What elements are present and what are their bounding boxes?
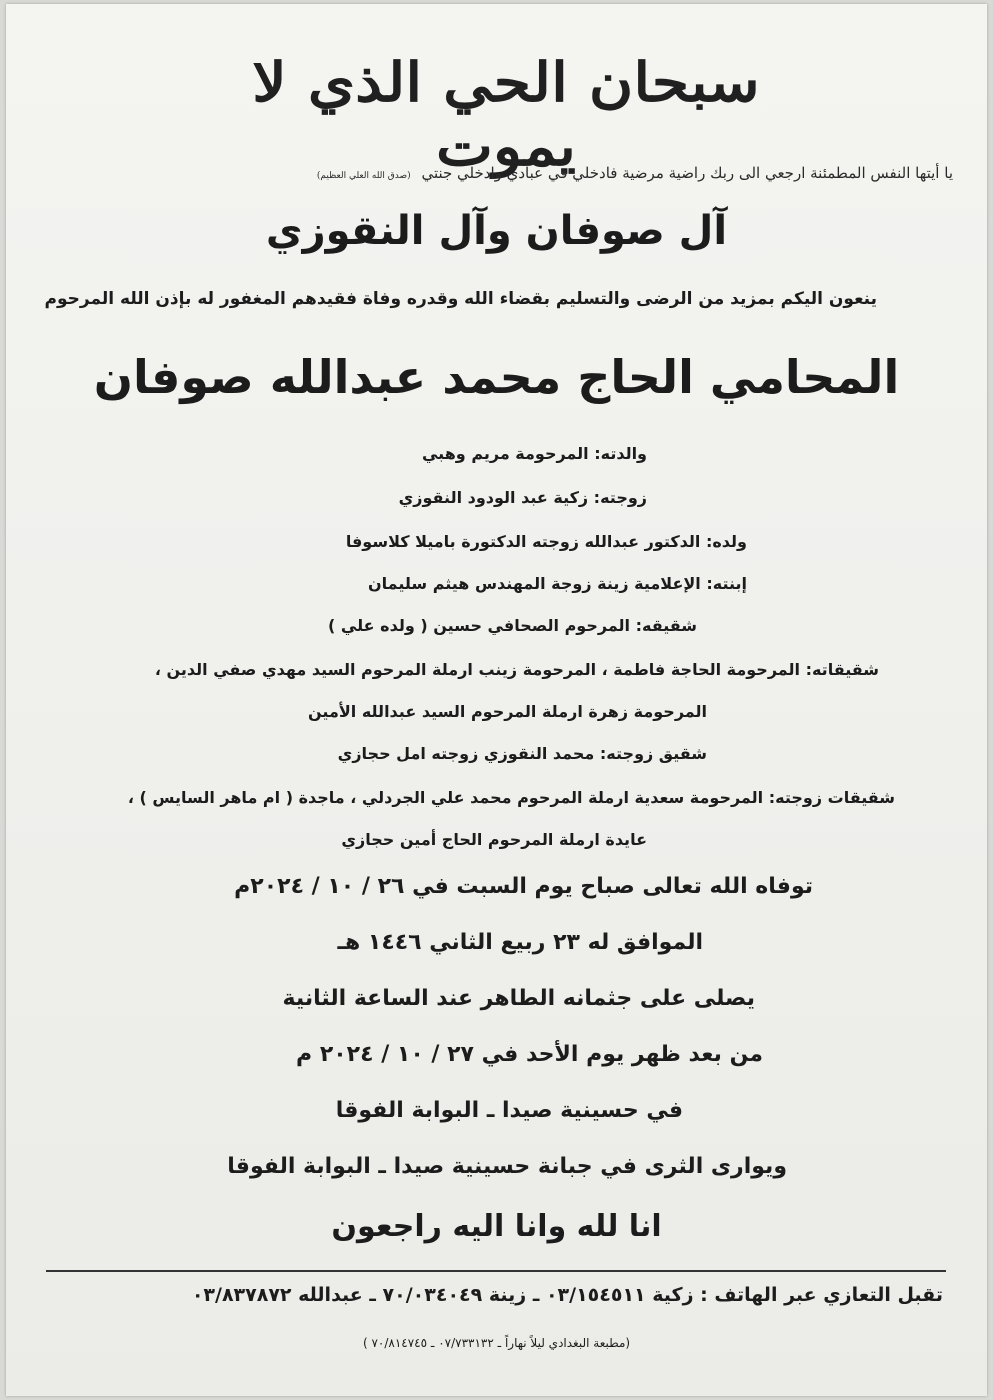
relative-mother: والدته: المرحومة مريم وهبي <box>421 444 647 463</box>
prayer-location: في حسينية صيدا ـ البوابة الفوقا <box>335 1098 683 1123</box>
announcement-text: ينعون اليكم بمزيد من الرضى والتسليم بقضاء الله وقدره وفاة فقيدهم المغفور له بإذن الله المرحوم <box>44 289 877 309</box>
relative-wife-sisters-continued: عايدة ارملة المرحوم الحاج أمين حجازي <box>341 830 647 849</box>
deceased-name: المحامي الحاج محمد عبدالله صوفان <box>93 350 900 404</box>
relative-son: ولده: الدكتور عبدالله زوجته الدكتورة باميلا كلاسوفا <box>345 532 747 551</box>
quran-verse <box>317 164 953 182</box>
relative-wife-brother: شقيق زوجته: محمد النقوزي زوجته امل حجازي <box>337 744 707 763</box>
death-date: توفاه الله تعالى صباح يوم السبت في ٢٦ / ١٠ / ٢٠٢٤م <box>234 874 813 899</box>
calligraphy-text: سبحان الحي الذي لا يموت <box>252 50 760 178</box>
footer-divider <box>46 1270 946 1272</box>
prayer-time: يصلى على جثمانه الطاهر عند الساعة الثانية <box>282 986 755 1011</box>
families-title: آل صوفان وآل النقوزي <box>265 208 728 254</box>
prayer-date: من بعد ظهر يوم الأحد في ٢٧ / ١٠ / ٢٠٢٤ م <box>296 1042 763 1067</box>
relative-daughter: إبنته: الإعلامية زينة زوجة المهندس هيثم سليمان <box>367 574 747 593</box>
relative-wife-sisters: شقيقات زوجته: المرحومة سعدية ارملة المرحوم محمد علي الجردلي ، ماجدة ( ام ماهر السايس ) ، <box>127 788 895 807</box>
relative-sisters: شقيقاته: المرحومة الحاجة فاطمة ، المرحومة زينب ارملة المرحوم السيد مهدي صفي الدين ، <box>154 660 879 679</box>
closing-verse: انا لله وانا اليه راجعون <box>331 1209 662 1244</box>
hijri-date: الموافق له ٢٣ ربيع الثاني ١٤٤٦ هـ <box>337 930 703 955</box>
relative-brother: شقيقه: المرحوم الصحافي حسين ( ولده علي ) <box>328 616 697 635</box>
burial-location: ويوارى الثرى في جبانة حسينية صيدا ـ البوابة الفوقا <box>227 1154 787 1179</box>
verse-note: (صدق الله العلي العظيم) <box>316 171 411 181</box>
condolence-phones: تقبل التعازي عبر الهاتف : زكية ٠٣/١٥٤٥١١ ـ زينة ٧٠/٠٣٤٠٤٩ ـ عبدالله ٠٣/٨٣٧٨٧٢ <box>191 1284 943 1306</box>
verse-text: يا أيتها النفس المطمئنة ارجعي الى ربك راضية مرضية فادخلي في عبادي وادخلي جنتي <box>421 164 953 182</box>
relative-sisters-continued: المرحومة زهرة ارملة المرحوم السيد عبدالله الأمين <box>308 702 707 721</box>
relative-wife: زوجته: زكية عبد الودود النقوزي <box>398 488 647 507</box>
printer-credit: (مطبعة البغدادي ليلاً نهاراً ـ ٠٧/٧٣٣١٣٢ ـ ٧٠/٨١٤٧٤٥ ) <box>362 1336 631 1350</box>
obituary-poster <box>6 4 987 1396</box>
